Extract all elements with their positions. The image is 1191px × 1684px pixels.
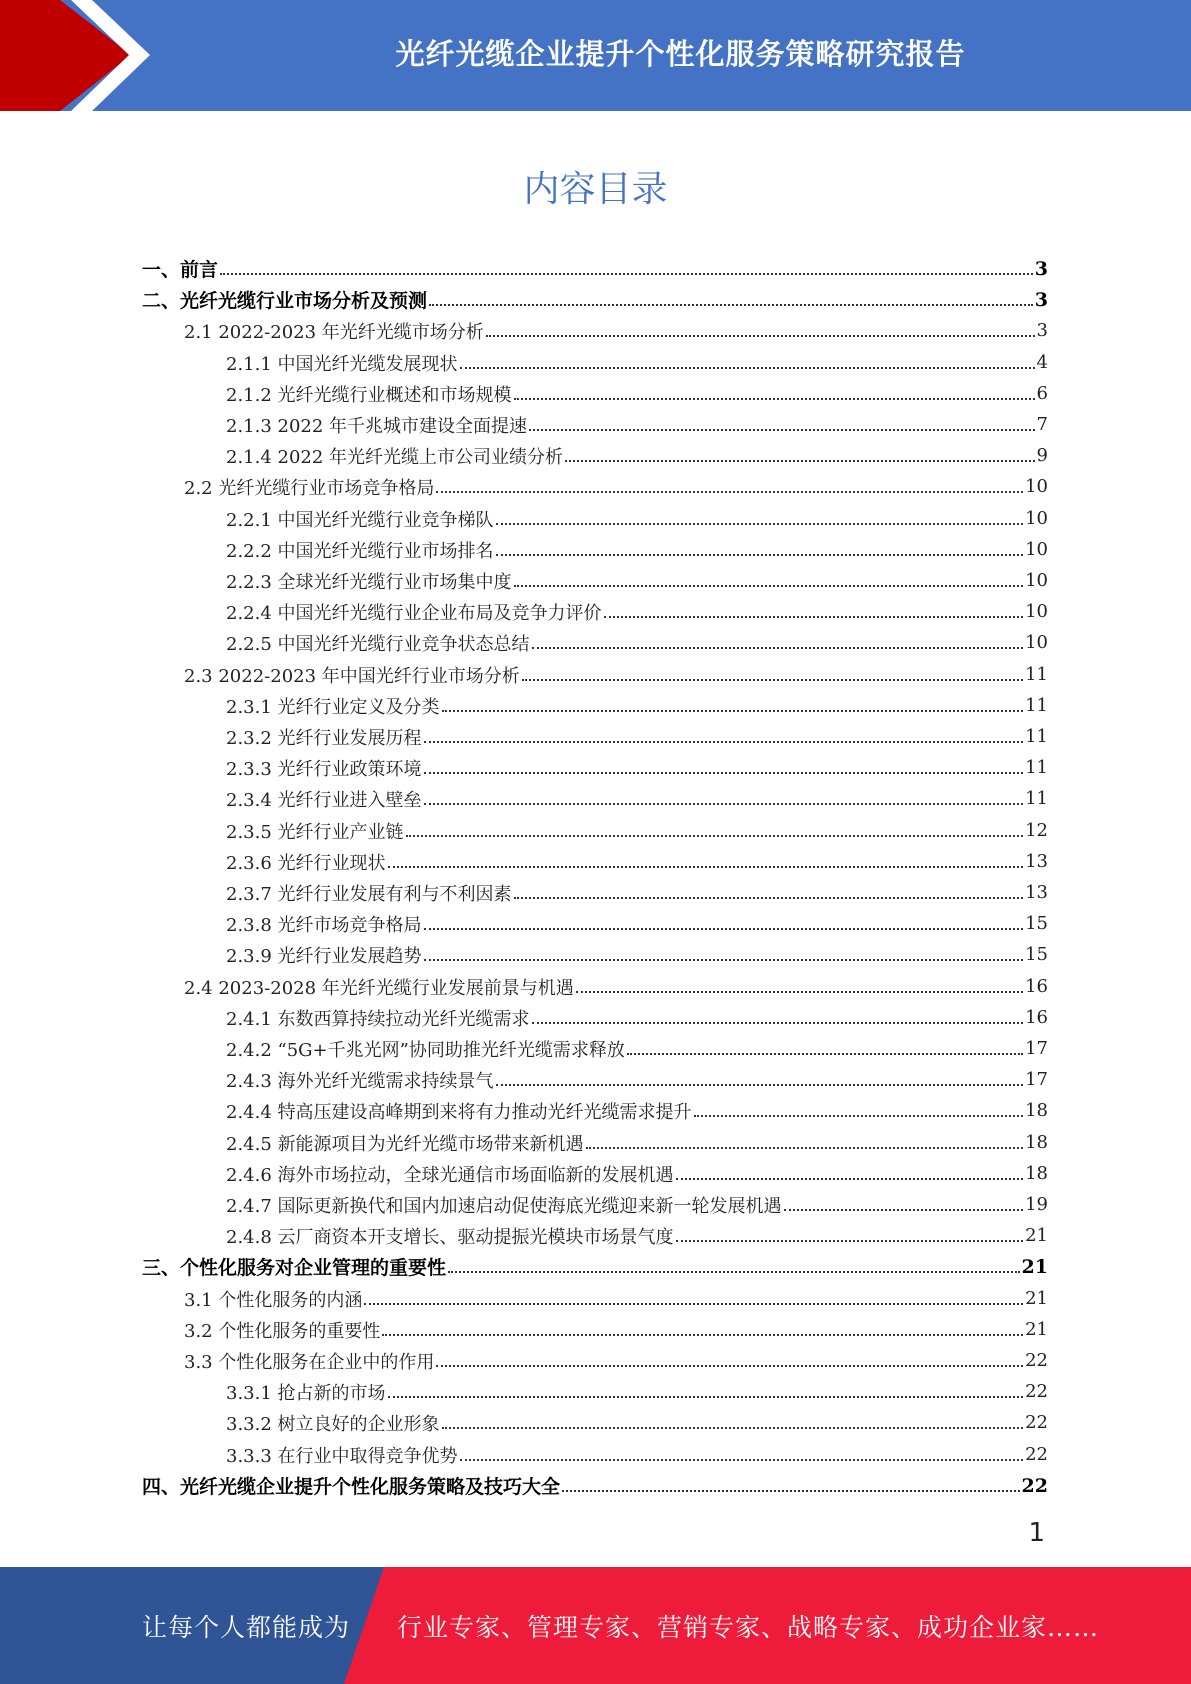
page-header xyxy=(0,0,1191,111)
toc-entry-page: 21 xyxy=(1025,1319,1048,1340)
toc-dot-leader xyxy=(406,835,1024,837)
page-footer xyxy=(0,1567,1191,1684)
report-title: 光纤光缆企业提升个性化服务策略研究报告 xyxy=(395,36,966,71)
toc-entry-title: 2.1.4 2022 年光纤光缆上市公司业绩分析 xyxy=(226,446,564,468)
toc-dot-leader xyxy=(436,1365,1023,1367)
toc-entry[interactable] xyxy=(226,1220,1048,1251)
toc-entry-title: 3.3.3 在行业中取得竞争优势 xyxy=(226,1445,458,1467)
toc-dot-leader xyxy=(529,429,1034,431)
toc-entry[interactable] xyxy=(226,347,1048,378)
toc-entry-page: 15 xyxy=(1025,913,1048,934)
toc-entry-title: 三、个性化服务对企业管理的重要性 xyxy=(142,1257,447,1279)
toc-entry-title: 2.4.3 海外光纤光缆需求持续景气 xyxy=(226,1070,494,1092)
toc-entry-title: 2.4.2 “5G+千兆光网”协同助推光纤光缆需求释放 xyxy=(226,1039,625,1061)
toc-entry-page: 4 xyxy=(1036,352,1048,373)
toc-entry-title: 2.3.6 光纤行业现状 xyxy=(226,852,386,874)
toc-dot-leader xyxy=(364,1303,1023,1305)
toc-entry-title: 2.2.4 中国光纤光缆行业企业布局及竞争力评价 xyxy=(226,602,602,624)
toc-entry[interactable] xyxy=(142,253,1048,284)
toc-dot-leader xyxy=(424,959,1024,961)
toc-entry[interactable] xyxy=(226,1095,1048,1126)
toc-entry[interactable] xyxy=(184,471,1048,502)
toc-entry-title: 3.2 个性化服务的重要性 xyxy=(184,1320,381,1342)
toc-entry-page: 11 xyxy=(1025,695,1048,716)
toc-entry[interactable] xyxy=(226,378,1048,409)
toc-entry-page: 19 xyxy=(1025,1194,1048,1215)
toc-entry[interactable] xyxy=(226,721,1048,752)
toc-entry-page: 22 xyxy=(1025,1381,1048,1402)
toc-entry-page: 21 xyxy=(1021,1255,1048,1278)
toc-entry-page: 3 xyxy=(1034,288,1048,311)
toc-entry[interactable] xyxy=(226,783,1048,814)
toc-entry-page: 21 xyxy=(1025,1288,1048,1309)
toc-dot-leader xyxy=(442,1427,1024,1429)
toc-entry[interactable] xyxy=(226,752,1048,783)
footer-slogan-right: 行业专家、管理专家、营销专家、战略专家、成功企业家…… xyxy=(397,1612,1100,1642)
toc-entry-page: 22 xyxy=(1025,1350,1048,1371)
toc-entry-title: 2.4.1 东数西算持续拉动光纤光缆需求 xyxy=(226,1008,530,1030)
toc-entry[interactable] xyxy=(226,1064,1048,1095)
toc-entry-page: 16 xyxy=(1025,1007,1048,1028)
toc-dot-leader xyxy=(676,1178,1024,1180)
toc-dot-leader xyxy=(496,554,1024,556)
toc-entry-title: 2.2.2 中国光纤光缆行业市场排名 xyxy=(226,540,494,562)
toc-entry-title: 2.2.1 中国光纤光缆行业竞争梯队 xyxy=(226,509,494,531)
toc-entry-page: 10 xyxy=(1025,476,1048,497)
toc-entry[interactable] xyxy=(226,627,1048,658)
toc-entry-title: 3.3 个性化服务在企业中的作用 xyxy=(184,1351,435,1373)
toc-entry[interactable] xyxy=(184,315,1048,346)
toc-entry-page: 3 xyxy=(1036,320,1048,341)
toc-entry-title: 2.3.8 光纤市场竞争格局 xyxy=(226,914,422,936)
toc-entry[interactable] xyxy=(184,1345,1048,1376)
toc-dot-leader xyxy=(388,1396,1024,1398)
toc-dot-leader xyxy=(784,1209,1024,1211)
toc-entry-title: 2.3.1 光纤行业定义及分类 xyxy=(226,696,440,718)
toc-entry-title: 2.3.5 光纤行业产业链 xyxy=(226,821,404,843)
toc-entry-page: 21 xyxy=(1025,1225,1048,1246)
toc-entry[interactable] xyxy=(226,1407,1048,1438)
toc-entry-title: 3.3.2 树立良好的企业形象 xyxy=(226,1413,440,1435)
toc-dot-leader xyxy=(442,710,1024,712)
toc-entry-page: 15 xyxy=(1025,944,1048,965)
toc-entry[interactable] xyxy=(226,503,1048,534)
toc-dot-leader xyxy=(382,1334,1023,1336)
toc-entry[interactable] xyxy=(184,971,1048,1002)
toc-entry-page: 11 xyxy=(1025,726,1048,747)
toc-entry-title: 2.4.4 特高压建设高峰期到来将有力推动光纤光缆需求提升 xyxy=(226,1101,692,1123)
toc-dot-leader xyxy=(496,523,1024,525)
toc-entry-page: 11 xyxy=(1025,788,1048,809)
toc-dot-leader xyxy=(436,491,1023,493)
toc-entry-page: 3 xyxy=(1034,257,1048,280)
toc-dot-leader xyxy=(429,304,1033,306)
toc-entry-page: 11 xyxy=(1025,757,1048,778)
toc-entry[interactable] xyxy=(226,1439,1048,1470)
toc-dot-leader xyxy=(424,928,1024,930)
toc-entry[interactable] xyxy=(226,1127,1048,1158)
toc-dot-leader xyxy=(514,585,1024,587)
toc-entry-page: 7 xyxy=(1036,414,1048,435)
toc-entry-page: 17 xyxy=(1025,1069,1048,1090)
toc-entry-title: 二、光纤光缆行业市场分析及预测 xyxy=(142,290,428,312)
toc-dot-leader xyxy=(586,1147,1024,1149)
toc-entry-title: 2.3 2022-2023 年中国光纤行业市场分析 xyxy=(184,665,520,687)
footer-slogan-left: 让每个人都能成为 xyxy=(142,1612,351,1642)
toc-entry-title: 2.4.5 新能源项目为光纤光缆市场带来新机遇 xyxy=(226,1133,584,1155)
toc-dot-leader xyxy=(448,1271,1020,1273)
toc-entry-title: 2.2.3 全球光纤光缆行业市场集中度 xyxy=(226,571,512,593)
toc-entry-page: 18 xyxy=(1025,1100,1048,1121)
toc-entry[interactable] xyxy=(226,1189,1048,1220)
toc-dot-leader xyxy=(565,460,1034,462)
toc-entry[interactable] xyxy=(226,877,1048,908)
toc-entry[interactable] xyxy=(226,1033,1048,1064)
toc-entry-title: 2.4.8 云厂商资本开支增长、驱动提振光模块市场景气度 xyxy=(226,1226,674,1248)
toc-entry[interactable] xyxy=(184,1283,1048,1314)
toc-entry[interactable] xyxy=(226,908,1048,939)
toc-entry[interactable] xyxy=(142,284,1048,315)
toc-dot-leader xyxy=(460,1459,1024,1461)
toc-dot-leader xyxy=(514,897,1024,899)
toc-entry-page: 16 xyxy=(1025,976,1048,997)
toc-entry[interactable] xyxy=(184,659,1048,690)
toc-dot-leader xyxy=(220,273,1033,275)
toc-entry[interactable] xyxy=(226,939,1048,970)
toc-entry-title: 2.1.2 光纤光缆行业概述和市场规模 xyxy=(226,384,512,406)
toc-entry-page: 22 xyxy=(1025,1444,1048,1465)
toc-dot-leader xyxy=(532,647,1024,649)
toc-dot-leader xyxy=(522,679,1023,681)
toc-entry-title: 2.3.2 光纤行业发展历程 xyxy=(226,727,422,749)
toc-entry[interactable] xyxy=(226,846,1048,877)
toc-dot-leader xyxy=(486,335,1035,337)
toc-entry-page: 18 xyxy=(1025,1163,1048,1184)
toc-entry[interactable] xyxy=(226,1158,1048,1189)
toc-entry-title: 2.4.6 海外市场拉动，全球光通信市场面临新的发展机遇 xyxy=(226,1164,674,1186)
toc-entry-page: 10 xyxy=(1025,632,1048,653)
toc-entry-page: 9 xyxy=(1036,445,1048,466)
toc-entry-title: 2.1.1 中国光纤光缆发展现状 xyxy=(226,353,458,375)
toc-dot-leader xyxy=(562,1490,1020,1492)
toc-entry[interactable] xyxy=(226,565,1048,596)
toc-entry[interactable] xyxy=(142,1251,1048,1282)
toc-entry-title: 2.2 光纤光缆行业市场竞争格局 xyxy=(184,477,435,499)
toc-entry-page: 22 xyxy=(1021,1474,1048,1497)
header-red-chevron xyxy=(0,0,131,111)
toc-dot-leader xyxy=(496,1084,1024,1086)
toc-entry[interactable] xyxy=(226,1002,1048,1033)
toc-entry[interactable] xyxy=(226,690,1048,721)
toc-dot-leader xyxy=(532,1022,1024,1024)
toc-entry-page: 11 xyxy=(1025,664,1048,685)
toc-entry[interactable] xyxy=(226,440,1048,471)
toc-entry[interactable] xyxy=(226,1376,1048,1407)
toc-entry-page: 18 xyxy=(1025,1132,1048,1153)
toc-entry-page: 13 xyxy=(1025,851,1048,872)
toc-entry[interactable] xyxy=(142,1470,1048,1501)
toc-entry-title: 2.3.9 光纤行业发展趋势 xyxy=(226,945,422,967)
toc-dot-leader xyxy=(694,1115,1024,1117)
toc-entry-title: 2.3.3 光纤行业政策环境 xyxy=(226,758,422,780)
toc-entry-page: 22 xyxy=(1025,1412,1048,1433)
toc-dot-leader xyxy=(676,1240,1024,1242)
toc-entry[interactable] xyxy=(184,1314,1048,1345)
toc-dot-leader xyxy=(424,772,1024,774)
toc-entry-title: 2.3.4 光纤行业进入壁垒 xyxy=(226,789,422,811)
toc-entry-page: 10 xyxy=(1025,570,1048,591)
toc-dot-leader xyxy=(514,398,1035,400)
toc-entry[interactable] xyxy=(226,534,1048,565)
toc-entry-page: 13 xyxy=(1025,882,1048,903)
toc-dot-leader xyxy=(388,866,1024,868)
toc-entry-page: 10 xyxy=(1025,601,1048,622)
toc-dot-leader xyxy=(604,616,1024,618)
toc-dot-leader xyxy=(576,991,1023,993)
toc-entry-title: 四、光纤光缆企业提升个性化服务策略及技巧大全 xyxy=(142,1476,561,1498)
toc-heading: 内容目录 xyxy=(523,169,668,210)
toc-entry-page: 6 xyxy=(1036,383,1048,404)
toc-entry-title: 一、前言 xyxy=(142,259,219,281)
toc-entry-title: 2.2.5 中国光纤光缆行业竞争状态总结 xyxy=(226,633,530,655)
toc-entry-page: 10 xyxy=(1025,508,1048,529)
toc-entry-title: 3.1 个性化服务的内涵 xyxy=(184,1289,363,1311)
toc-entry[interactable] xyxy=(226,596,1048,627)
toc-dot-leader xyxy=(460,367,1035,369)
toc-entry-title: 2.4.7 国际更新换代和国内加速启动促使海底光缆迎来新一轮发展机遇 xyxy=(226,1195,782,1217)
toc-entry-page: 12 xyxy=(1025,820,1048,841)
toc-dot-leader xyxy=(424,803,1024,805)
toc-entry-title: 2.3.7 光纤行业发展有利与不利因素 xyxy=(226,883,512,905)
toc-entry-title: 3.3.1 抢占新的市场 xyxy=(226,1382,386,1404)
page-number: 1 xyxy=(1028,1518,1045,1548)
toc-entry-title: 2.1.3 2022 年千兆城市建设全面提速 xyxy=(226,415,528,437)
toc-entry-page: 10 xyxy=(1025,539,1048,560)
toc-entry[interactable] xyxy=(226,409,1048,440)
toc-entry-title: 2.1 2022-2023 年光纤光缆市场分析 xyxy=(184,321,484,343)
toc-dot-leader xyxy=(627,1053,1023,1055)
toc-dot-leader xyxy=(424,741,1024,743)
toc-entry-title: 2.4 2023-2028 年光纤光缆行业发展前景与机遇 xyxy=(184,977,574,999)
toc-entry-page: 17 xyxy=(1025,1038,1048,1059)
toc-entry[interactable] xyxy=(226,815,1048,846)
